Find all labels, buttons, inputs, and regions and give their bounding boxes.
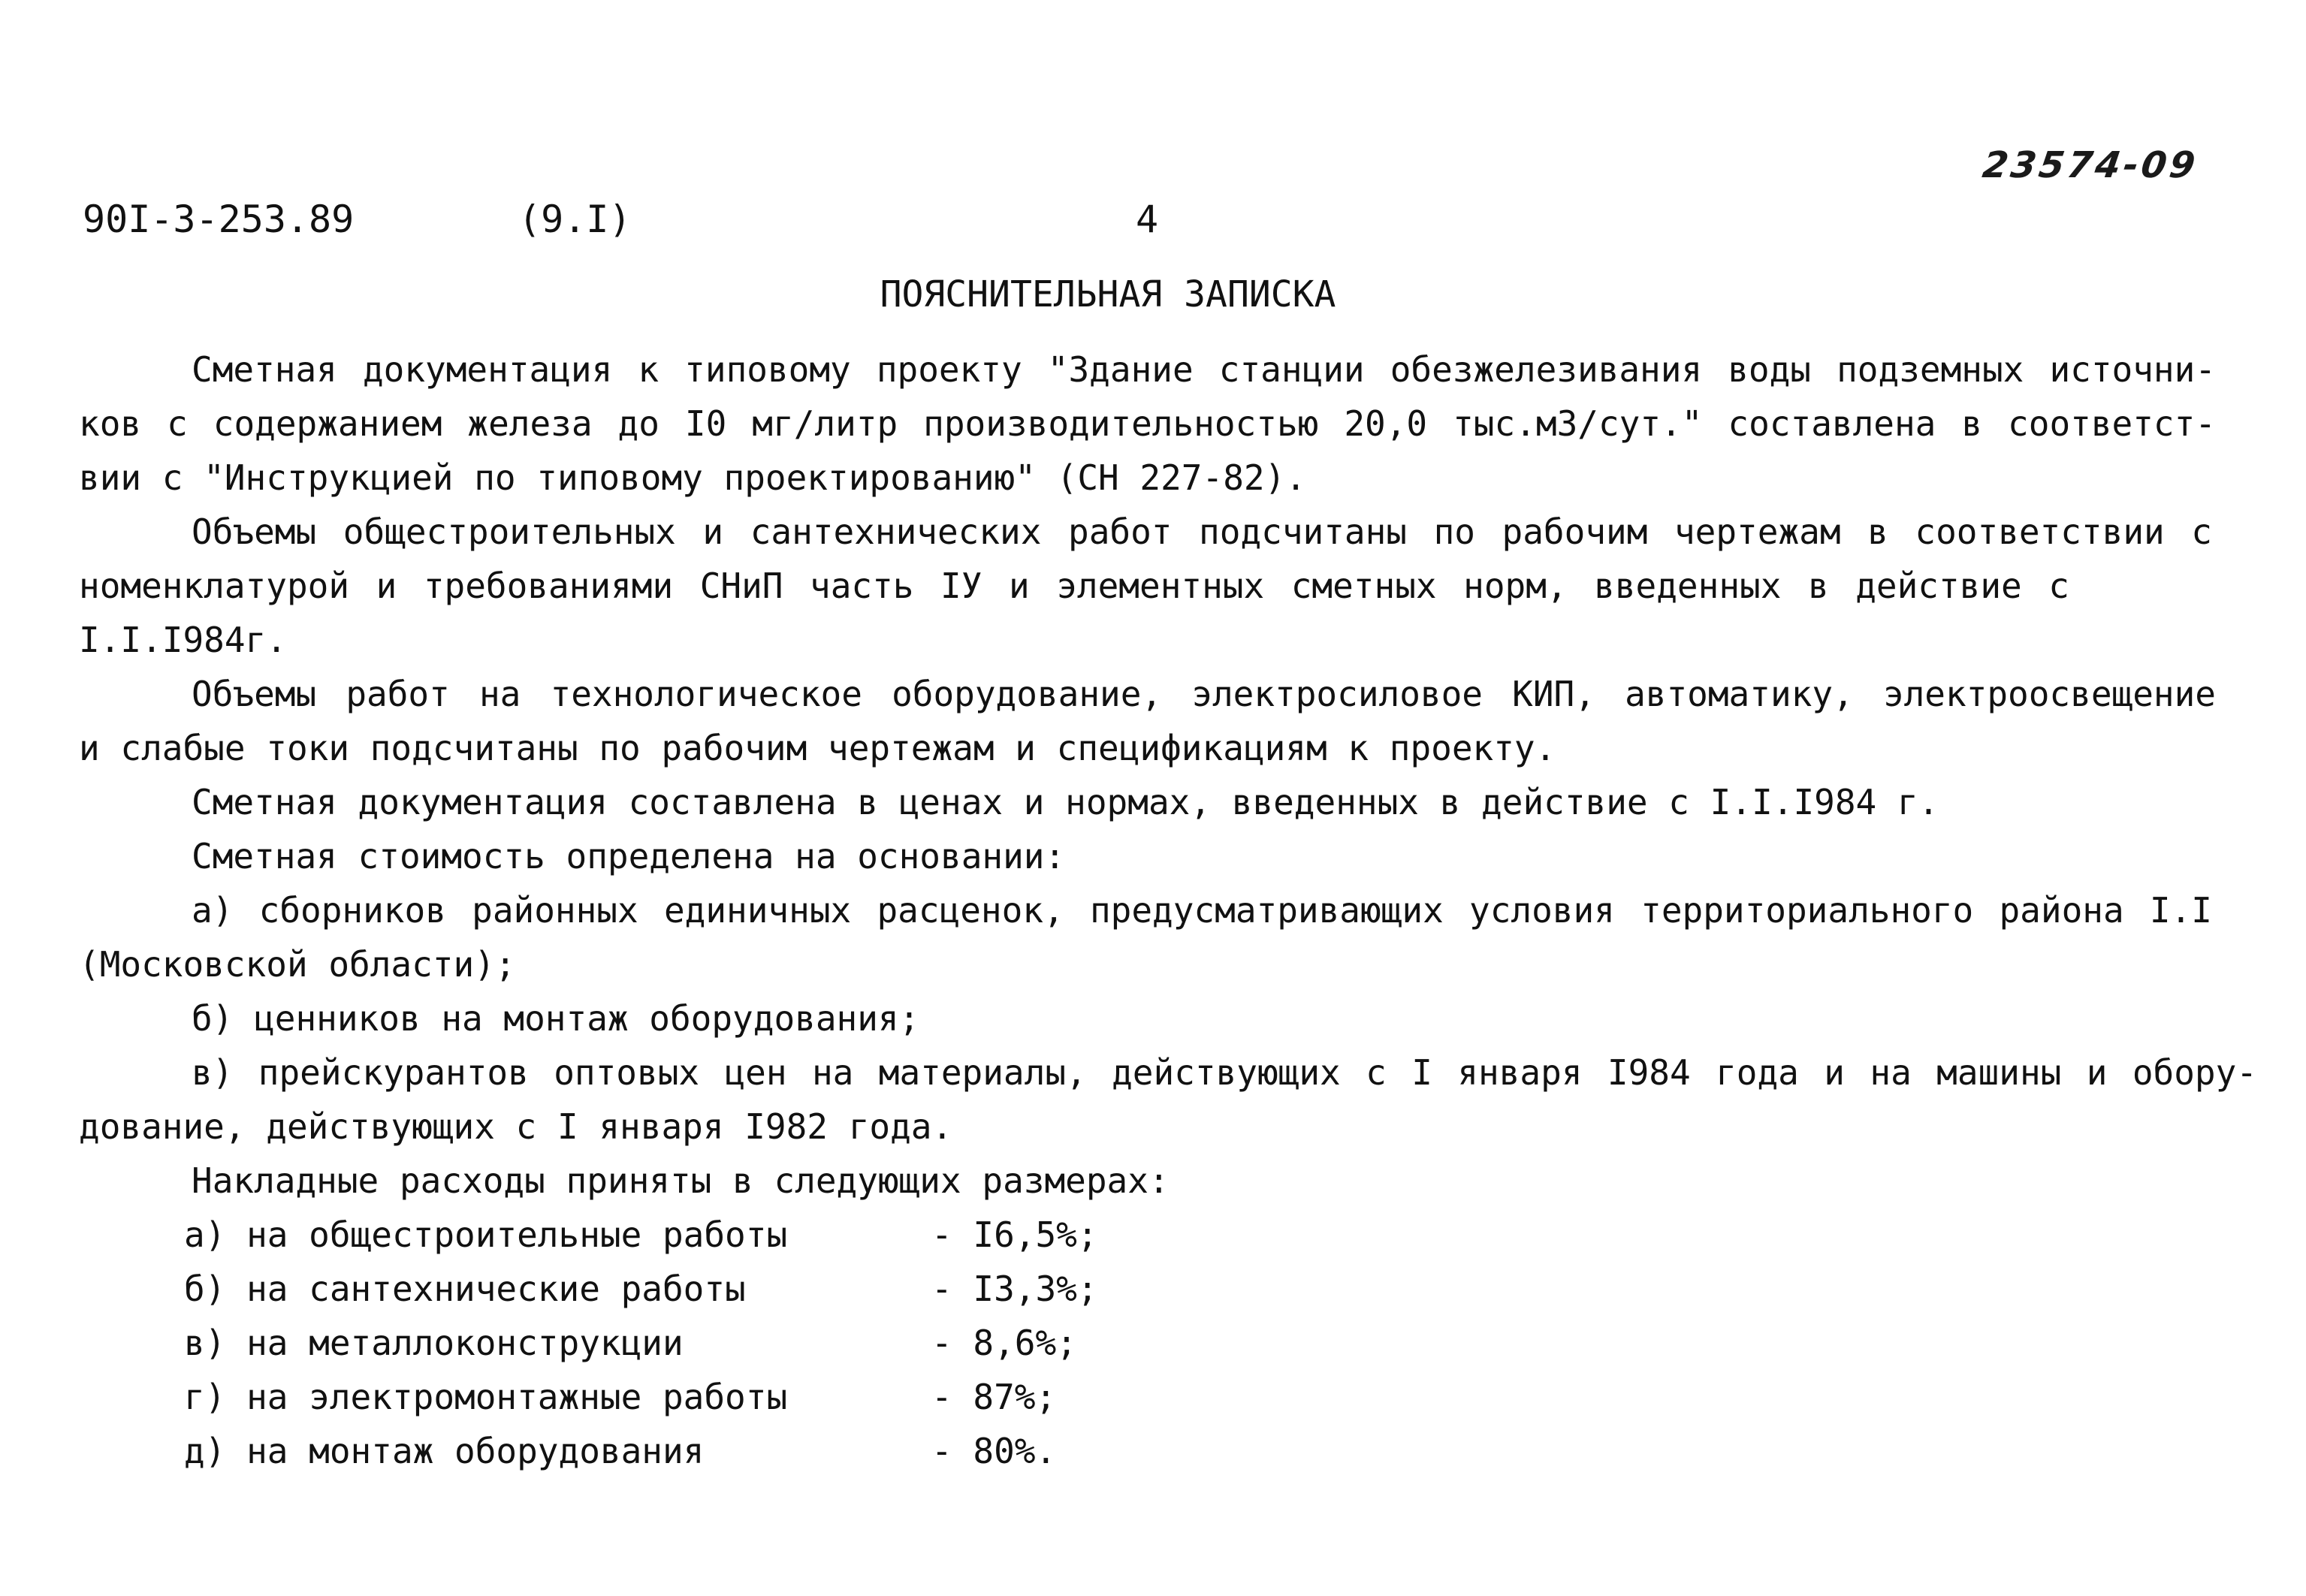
paragraph-line: ков с содержанием железа до I0 мг/литр производительностью 20,0 тыс.м3/сут." составлена в соответст- [79, 403, 2216, 444]
paragraph-line: Объемы общестроительных и сантехнических работ подсчитаны по рабочим чертежам в соответствии с [192, 511, 2212, 552]
overhead-item-value: - 87%; [931, 1377, 1057, 1417]
paragraph-line: и слабые токи подсчитаны по рабочим чертежам и спецификациям к проекту. [79, 728, 1556, 768]
overhead-item-label: д) на монтаж оборудования [184, 1431, 705, 1471]
paragraph-line: б) ценников на монтаж оборудования; [192, 998, 920, 1039]
paragraph-line: вии с "Инструкцией по типовому проектированию" (СН 227-82). [79, 457, 1306, 498]
paragraph-line: а) сборников районных единичных расценок, предусматривающих условия территориального района I.I [192, 890, 2212, 931]
paragraph-line: Сметная документация к типовому проекту "Здание станции обезжелезивания воды подземных источни- [192, 349, 2216, 390]
paragraph-line: номенклатурой и требованиями СНиП часть IУ и элементных сметных норм, введенных в действие с [79, 566, 2069, 606]
overhead-item-value: - I3,3%; [931, 1269, 1098, 1309]
paragraph-line: Объемы работ на технологическое оборудование, электросиловое КИП, автоматику, электроосвещение [192, 674, 2216, 714]
page-number: 4 [1136, 198, 1159, 241]
section-number: (9.I) [518, 198, 632, 241]
document-title: ПОЯСНИТЕЛЬНАЯ ЗАПИСКА [880, 273, 1336, 315]
overhead-item-value: - I6,5%; [931, 1214, 1098, 1255]
document-code: 90I-3-253.89 [83, 198, 355, 241]
overhead-item-label: а) на общестроительные работы [184, 1214, 788, 1255]
paragraph-line: Накладные расходы приняты в следующих размерах: [192, 1160, 1170, 1201]
paragraph-line: Сметная документация составлена в ценах и нормах, введенных в действие с I.I.I984 г. [192, 782, 1939, 822]
overhead-item-label: г) на электромонтажные работы [184, 1377, 788, 1417]
paragraph-line: Сметная стоимость определена на основании: [192, 836, 1066, 876]
overhead-item-label: б) на сантехнические работы [184, 1269, 746, 1309]
archive-stamp: 23574-09 [1980, 144, 2201, 186]
paragraph-line: I.I.I984г. [79, 620, 287, 660]
paragraph-line: дование, действующих с I января I982 года. [79, 1106, 953, 1147]
paragraph-line: (Московской области); [79, 944, 516, 985]
overhead-item-label: в) на металлоконструкции [184, 1323, 684, 1363]
overhead-item-value: - 8,6%; [931, 1323, 1077, 1363]
paragraph-line: в) прейскурантов оптовых цен на материалы, действующих с I января I984 года и на машины и обору- [192, 1052, 2257, 1093]
overhead-item-value: - 80%. [931, 1431, 1057, 1471]
